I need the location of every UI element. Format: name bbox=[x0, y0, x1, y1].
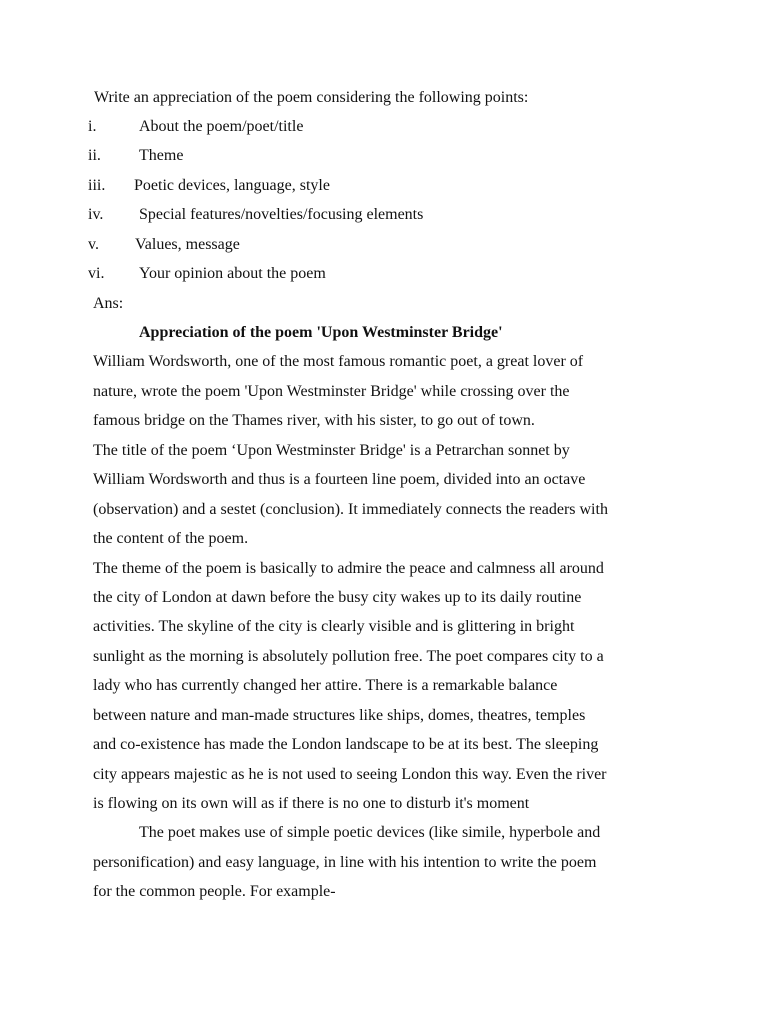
body-line: city appears majestic as he is not used to seeing London this way. Even the river bbox=[93, 766, 607, 783]
point-text: About the poem/poet/title bbox=[139, 118, 304, 135]
body-line: sunlight as the morning is absolutely pollution free. The poet compares city to a bbox=[93, 648, 604, 665]
body-line: William Wordsworth, one of the most famous romantic poet, a great lover of bbox=[93, 353, 584, 370]
body-line: the content of the poem. bbox=[93, 530, 249, 547]
body-line: between nature and man-made structures like ships, domes, theatres, temples bbox=[93, 707, 586, 724]
body-line: famous bridge on the Thames river, with his sister, to go out of town. bbox=[93, 412, 535, 429]
point-number: iv. bbox=[88, 206, 104, 223]
point-number: v. bbox=[88, 236, 99, 253]
body-line: is flowing on its own will as if there is no one to disturb it's moment bbox=[93, 795, 530, 812]
body-line: personification) and easy language, in line with his intention to write the poem bbox=[93, 854, 597, 871]
body-line: for the common people. For example- bbox=[93, 883, 336, 900]
body-line: nature, wrote the poem 'Upon Westminster Bridge' while crossing over the bbox=[93, 383, 570, 400]
point-number: i. bbox=[88, 118, 97, 135]
point-text: Theme bbox=[139, 147, 184, 164]
point-text: Special features/novelties/focusing elements bbox=[139, 206, 424, 223]
point-number: ii. bbox=[88, 147, 101, 164]
ans-label: Ans: bbox=[93, 295, 124, 312]
point-number: vi. bbox=[88, 265, 105, 282]
body-line: activities. The skyline of the city is clearly visible and is glittering in bright bbox=[93, 618, 575, 635]
point-number: iii. bbox=[88, 177, 106, 194]
body-line: lady who has currently changed her attire. There is a remarkable balance bbox=[93, 677, 558, 694]
body-line: and co-existence has made the London landscape to be at its best. The sleeping bbox=[93, 736, 599, 753]
point-text: Your opinion about the poem bbox=[139, 265, 326, 282]
body-line: The theme of the poem is basically to admire the peace and calmness all around bbox=[93, 560, 604, 577]
appreciation-heading: Appreciation of the poem 'Upon Westminster Bridge' bbox=[139, 324, 503, 341]
point-text: Poetic devices, language, style bbox=[134, 177, 330, 194]
instruction-text: Write an appreciation of the poem considering the following points: bbox=[94, 89, 529, 106]
body-line: The title of the poem ‘Upon Westminster Bridge' is a Petrarchan sonnet by bbox=[93, 442, 570, 459]
body-line: William Wordsworth and thus is a fourteen line poem, divided into an octave bbox=[93, 471, 586, 488]
body-line: The poet makes use of simple poetic devices (like simile, hyperbole and bbox=[139, 824, 601, 841]
point-text: Values, message bbox=[135, 236, 240, 253]
body-line: the city of London at dawn before the busy city wakes up to its daily routine bbox=[93, 589, 582, 606]
body-line: (observation) and a sestet (conclusion). It immediately connects the readers with bbox=[93, 501, 608, 518]
